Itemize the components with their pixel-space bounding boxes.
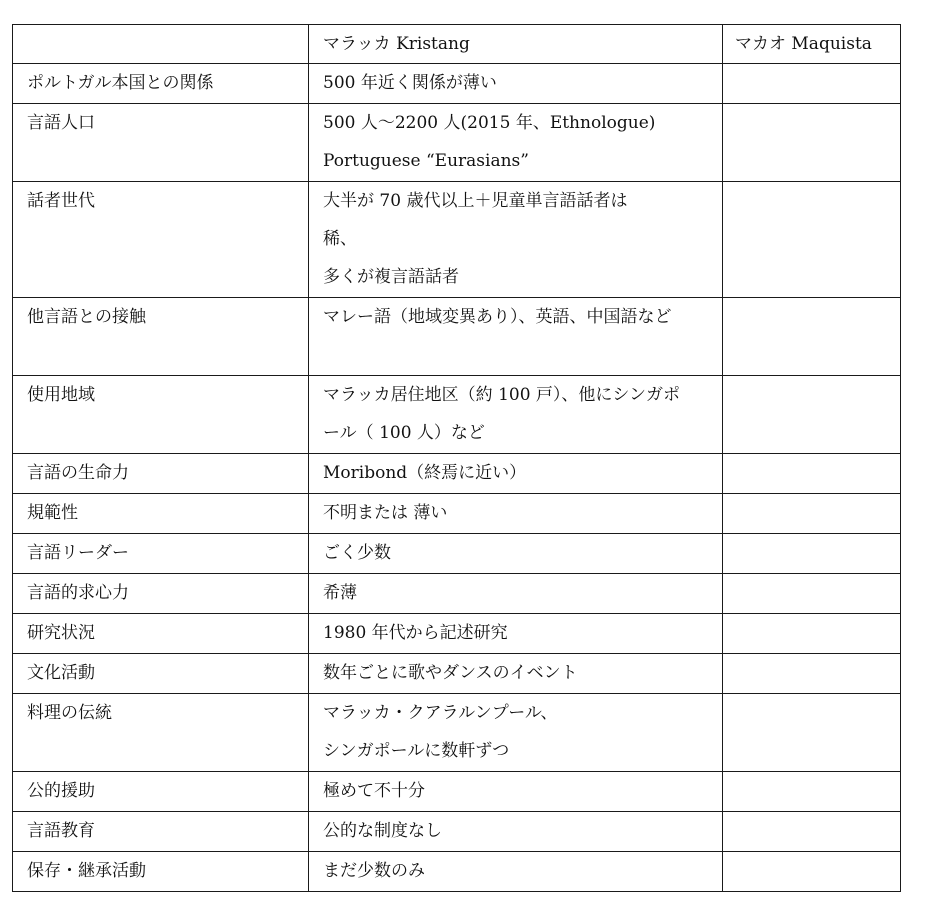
row-label-cell [13, 376, 309, 454]
row-label-cell [13, 614, 309, 654]
malacca-value-line: 公的な制度なし [323, 821, 442, 841]
malacca-value-cell [309, 298, 723, 376]
comparison-table [12, 24, 901, 892]
malacca-value-cell [309, 812, 723, 852]
header-cell-macao: マカオ Maquista [723, 25, 901, 64]
table-row [13, 454, 901, 494]
row-label-cell [13, 574, 309, 614]
malacca-value-line: 数年ごとに歌やダンスのイベント [323, 663, 578, 683]
malacca-value-cell [309, 614, 723, 654]
malacca-value-line: マラッカ居住地区（約 100 戸）、他にシンガポ [323, 385, 680, 405]
table-row [13, 298, 901, 376]
malacca-value-line: 1980 年代から記述研究 [323, 623, 508, 643]
malacca-value-line: マレー語（地域変異あり）、英語、中国語など [323, 307, 672, 327]
macao-value-cell [723, 64, 901, 104]
table-header-row [13, 25, 901, 64]
malacca-value-line: 500 人〜2200 人(2015 年、Ethnologue) [323, 113, 656, 133]
malacca-value-line: 極めて不十分 [323, 781, 425, 801]
row-label-cell [13, 654, 309, 694]
malacca-value-line: 多くが複言語話者 [323, 267, 459, 287]
header-cell-malacca: マラッカ Kristang [309, 25, 723, 64]
row-label-cell [13, 494, 309, 534]
table-row [13, 104, 901, 182]
row-label: 料理の伝統 [27, 703, 112, 723]
table-row [13, 694, 901, 772]
malacca-value-cell [309, 494, 723, 534]
malacca-value-line: ごく少数 [323, 543, 391, 563]
row-label: 文化活動 [27, 663, 95, 683]
macao-value-cell [723, 812, 901, 852]
malacca-value-cell [309, 534, 723, 574]
row-label: 研究状況 [27, 623, 95, 643]
row-label-cell [13, 772, 309, 812]
comparison-table-sheet [12, 24, 901, 892]
table-row [13, 654, 901, 694]
malacca-value-cell [309, 694, 723, 772]
malacca-value-cell [309, 454, 723, 494]
macao-value-cell [723, 534, 901, 574]
table-row [13, 64, 901, 104]
row-label: 使用地域 [27, 385, 95, 405]
macao-value-cell [723, 852, 901, 892]
malacca-value-line: 希薄 [323, 583, 357, 603]
table-row [13, 614, 901, 654]
macao-value-cell [723, 376, 901, 454]
malacca-value-cell [309, 104, 723, 182]
macao-value-cell [723, 654, 901, 694]
macao-value-cell [723, 182, 901, 298]
table-row [13, 812, 901, 852]
row-label: ポルトガル本国との関係 [27, 73, 214, 93]
table-row [13, 574, 901, 614]
row-label-cell [13, 812, 309, 852]
row-label-cell [13, 454, 309, 494]
malacca-value-line: シンガポールに数軒ずつ [323, 741, 510, 761]
malacca-value-cell [309, 182, 723, 298]
malacca-value-line: 500 年近く関係が薄い [323, 73, 497, 93]
row-label: 保存・継承活動 [27, 861, 146, 881]
malacca-value-line: 稀、 [323, 229, 357, 249]
table-row [13, 534, 901, 574]
row-label: 言語的求心力 [27, 583, 129, 603]
macao-value-cell [723, 298, 901, 376]
header-cell-blank [13, 25, 309, 64]
row-label-cell [13, 852, 309, 892]
row-label-cell [13, 64, 309, 104]
malacca-value-cell [309, 574, 723, 614]
malacca-value-line: マラッカ・クアラルンプール、 [323, 703, 558, 723]
row-label-cell [13, 104, 309, 182]
row-label: 規範性 [27, 503, 78, 523]
table-row [13, 376, 901, 454]
malacca-value-line: 不明または 薄い [323, 503, 448, 523]
malacca-value-cell [309, 772, 723, 812]
malacca-value-cell [309, 64, 723, 104]
macao-value-cell [723, 694, 901, 772]
row-label: 他言語との接触 [27, 307, 146, 327]
macao-value-cell [723, 104, 901, 182]
row-label-cell [13, 298, 309, 376]
macao-value-cell [723, 614, 901, 654]
macao-value-cell [723, 454, 901, 494]
row-label: 言語教育 [27, 821, 95, 841]
malacca-value-line: まだ少数のみ [323, 861, 425, 881]
table-row [13, 772, 901, 812]
malacca-value-cell [309, 654, 723, 694]
row-label: 話者世代 [27, 191, 95, 211]
macao-value-cell [723, 494, 901, 534]
macao-value-cell [723, 574, 901, 614]
row-label: 言語人口 [27, 113, 95, 133]
malacca-value-line: Portuguese “Eurasians” [323, 151, 529, 171]
table-row [13, 852, 901, 892]
malacca-value-line: Moribond（終焉に近い） [323, 463, 527, 483]
table-row [13, 182, 901, 298]
malacca-value-line: ール（ 100 人）など [323, 423, 485, 443]
table-row [13, 494, 901, 534]
row-label: 公的援助 [27, 781, 95, 801]
row-label-cell [13, 182, 309, 298]
row-label-cell [13, 694, 309, 772]
malacca-value-cell [309, 852, 723, 892]
row-label-cell [13, 534, 309, 574]
row-label: 言語リーダー [27, 543, 129, 563]
malacca-value-line: 大半が 70 歳代以上＋児童単言語話者は [323, 191, 628, 211]
macao-value-cell [723, 772, 901, 812]
malacca-value-cell [309, 376, 723, 454]
row-label: 言語の生命力 [27, 463, 129, 483]
